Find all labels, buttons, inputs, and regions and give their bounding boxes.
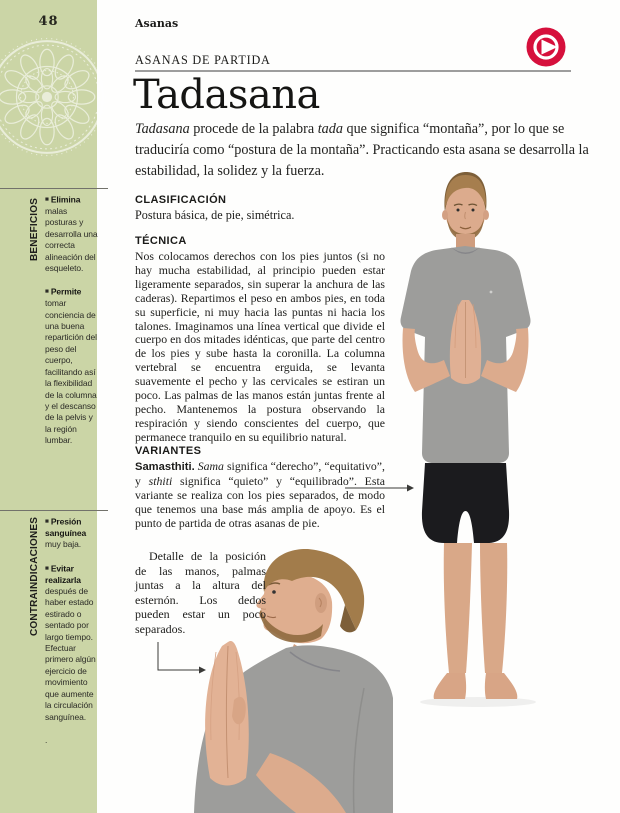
section-body: Nos colocamos derechos con los pies juntos (si no hay mucha estabilidad, al principio pueden estar ligeramente separados, sin superar la anchura de las caderas). Repartimos el peso en ambos pies, en toda su superficie, ni muy hacia las puntas ni hacia los talones. Imaginamos una línea vertical que divide el cuerpo en dos mitades idénticas, que parte del centro de los pies y sube hasta la coronilla. La columna vertebral se encuentra erguida, se levanta suavemente el pecho y las cervicales se estiran un poco. Las palmas de las manos están juntas frente al pecho. Mantenemos la postura observando la respiración y siendo conscientes del cuerpo, que permanece tranquilo en su equilibrio natural. <box>135 249 385 444</box>
intro-paragraph: Tadasana procede de la palabra tada que significa “montaña”, por lo que se traduciría como “postura de la montaña”. Practicando esta asana se desarrolla la estabilidad, la solidez y la fuerza. <box>135 121 589 179</box>
sidebar-divider <box>0 510 108 511</box>
benefits-list <box>45 194 98 459</box>
running-header: Asanas <box>135 17 179 30</box>
kicker: ASANAS DE PARTIDA <box>135 53 271 67</box>
sidebar <box>0 0 97 813</box>
section-heading: VARIANTES <box>135 445 202 457</box>
list-item: ■ Elimina malas posturas y desarrolla una correcta alineación del esqueleto. <box>45 194 98 273</box>
contraindications-label: CONTRAINDICACIONES <box>29 516 40 636</box>
section-heading: CLASIFICACIÓN <box>135 194 227 206</box>
page-title: Tadasana <box>133 72 320 118</box>
trailing-mark: . <box>45 734 48 745</box>
benefits-label: BENEFICIOS <box>29 197 40 261</box>
bullet-icon: ■ <box>45 564 49 572</box>
intro-italic: tada <box>317 121 343 137</box>
section-heading: TÉCNICA <box>135 235 187 247</box>
list-item: ■ Evitar realizarla después de haber estado estirado o sentado por largo tiempo. Efectuar primero algún ejercicio de movimiento que aumente la circulación sanguínea. <box>45 563 96 722</box>
bullet-icon: ■ <box>45 518 49 525</box>
intro-italic: Tadasana <box>135 121 190 137</box>
section-body: Postura básica, de pie, simétrica. <box>135 208 295 222</box>
section-body: Samasthiti. Sama significa “derecho”, “equitativo”, y sthiti significa “quieto” y “equilibrado”. Esta variante se realiza con los pies separados, de modo que tenemos una base más amplia de apoyo. Es el punto de partida de otras asanas de pie. <box>135 459 385 530</box>
bullet-icon: ■ <box>45 196 49 203</box>
photo-standing-figure <box>388 170 553 710</box>
contraindications-list <box>45 516 98 746</box>
play-button[interactable] <box>526 27 566 67</box>
mandala-ornament-icon <box>0 36 108 158</box>
bullet-icon: ■ <box>45 288 49 296</box>
list-item: ■ Permite tomar conciencia de una buena repartición del peso del cuerpo, facilitando así la flexibilidad de la columna y el descanso de la pelvis y la región lumbar. <box>45 286 97 446</box>
page-number: 48 <box>38 14 59 29</box>
section-clasificacion <box>135 194 385 223</box>
section-tecnica <box>135 235 385 445</box>
section-variantes <box>135 445 385 531</box>
list-item: ■ Presión sanguínea muy baja. <box>45 516 87 550</box>
sidebar-divider <box>0 188 108 189</box>
hands-detail-caption: Detalle de la posición de las manos, palmas juntas a la altura del esternón. Los dedos pueden estar un poco separados. <box>135 549 266 636</box>
